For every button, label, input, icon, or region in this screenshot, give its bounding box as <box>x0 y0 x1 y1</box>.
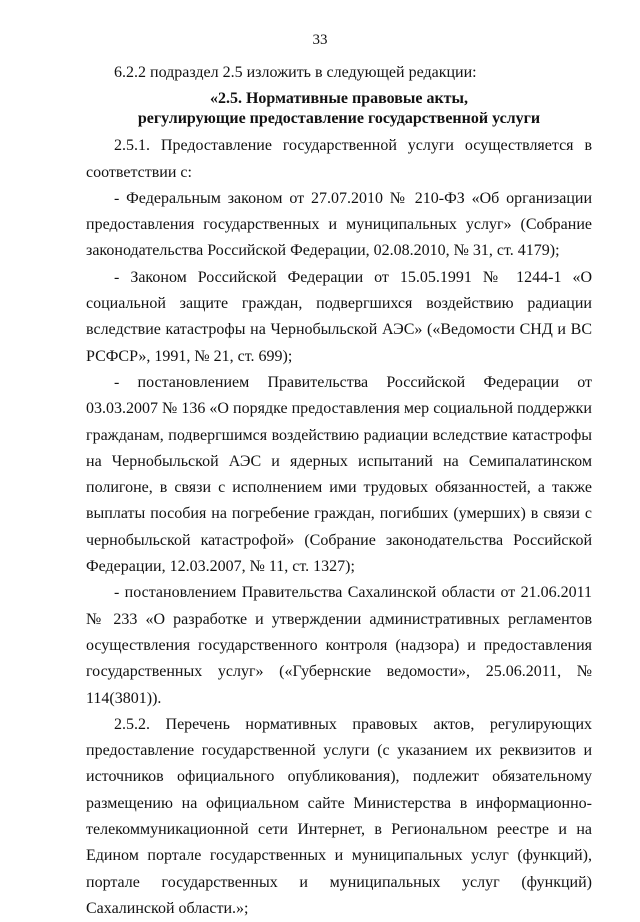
paragraph-2-5-1: 2.5.1. Предоставление государственной услуги осуществляется в соответствии с: <box>86 137 592 181</box>
section-heading <box>86 86 592 133</box>
list-item-sakhalin-resolution: - постановлением Правительства Сахалинской области от 21.06.2011 № 233 «О разработке и утверждении административных регламентов осуществления государственного контроля (надзора) и предоставления государственных услуг» («Губернские ведомости», 25.06.2011, № 114(3801)). <box>86 584 592 707</box>
amendment-intro: 6.2.2 подраздел 2.5 изложить в следующей редакции: <box>114 64 477 81</box>
page-number: 33 <box>312 32 328 48</box>
section-heading-line-2: регулирующие предоставление государственной услуги <box>137 110 541 128</box>
paragraph-2-5-2: 2.5.2. Перечень нормативных правовых актов, регулирующих предоставление государственной услуги (с указанием их реквизитов и источников официального опубликования), подлежит обязательному размещению на официальном сайте Министерства в информационно-телекоммуникационной сети Интернет, в Региональном реестре и на Едином портале государственных и муниципальных услуг (функций), портале государственных и муниципальных услуг (функций) Сахалинской области.»; <box>86 715 592 917</box>
list-item-rf-law: - Законом Российской Федерации от 15.05.1991 № 1244-1 «О социальной защите граждан, подвергшихся воздействию радиации вследствие катастрофы на Чернобыльской АЭС» («Ведомости СНД и ВС РСФСР», 1991, № 21, ст. 699); <box>86 268 592 365</box>
list-item-federal-law: - Федеральным законом от 27.07.2010 № 210-ФЗ «Об организации предоставления государственных и муниципальных услуг» (Собрание законодательства Российской Федерации, 02.08.2010, № 31, ст. 4179); <box>86 189 592 260</box>
document-body <box>86 60 592 922</box>
list-item-government-resolution: - постановлением Правительства Российской Федерации от 03.03.2007 № 136 «О порядке предоставления мер социальной поддержки гражданам, подвергшимся воздействию радиации вследствие катастрофы на Чернобыльской АЭС и ядерных испытаний на Семипалатинском полигоне, в связи с исполнением ими трудовых обязанностей, а также выплаты пособия на погребение граждан, погибших (умерших) в связи с чернобыльской катастрофой» (Собрание законодательства Российской Федерации, 12.03.2007, № 11, ст. 1327); <box>86 373 592 576</box>
section-heading-line-1: «2.5. Нормативные правовые акты, <box>209 90 469 108</box>
